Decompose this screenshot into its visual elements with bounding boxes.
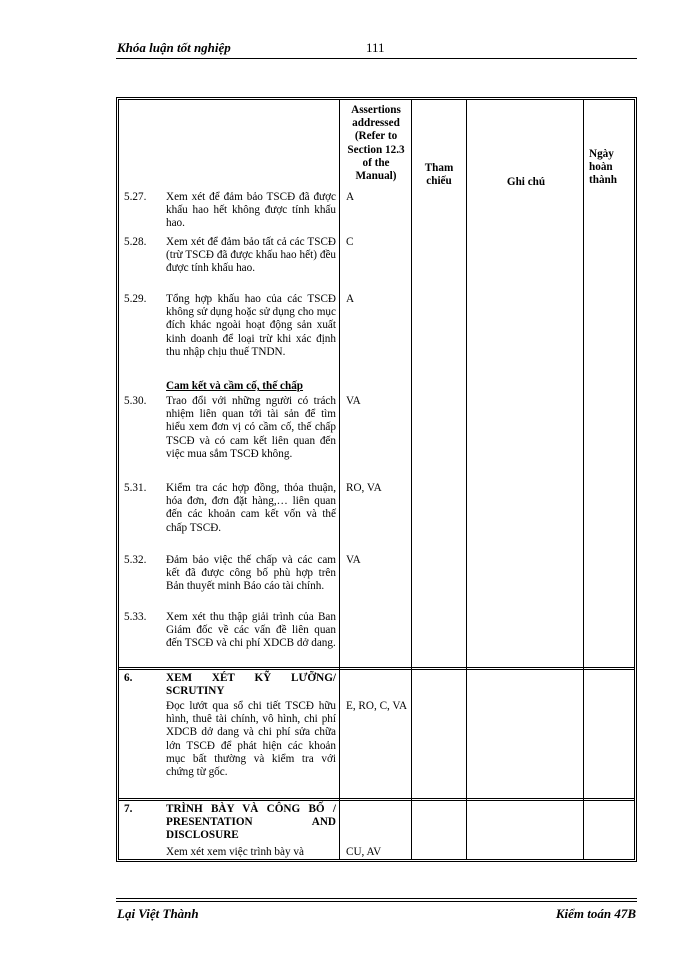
section-title: XEM XÉT KỸ LƯỠNG/ SCRUTINY [166,672,336,698]
section-number: 7. [124,803,133,815]
row-number: 5.30. [124,395,147,407]
column-header-reference: Tham chiếu [424,162,454,188]
column-divider [583,100,584,859]
column-divider [466,100,467,859]
assertion-code: CU, AV [346,846,382,858]
procedure-text: Kiểm tra các hợp đồng, thỏa thuận, hóa đơn, đơn đặt hàng,… liên quan đến các khoản cam kết vốn và thế chấp TSCĐ. [166,482,336,534]
assertion-code: RO, VA [346,482,382,494]
row-number: 5.28. [124,236,147,248]
procedure-text: Đảm bảo việc thế chấp và các cam kết đã được công bố phù hợp trên Bản thuyết minh Báo cáo tài chính. [166,554,336,593]
column-header-date: Ngày hoàn thành [589,148,617,187]
row-number: 5.27. [124,191,147,203]
row-divider [119,667,634,670]
page-number: 111 [366,40,385,55]
column-divider [411,100,412,859]
assertion-code: VA [346,554,361,566]
assertion-code: E, RO, C, VA [346,700,408,712]
assertion-code: A [346,293,355,305]
procedure-text: Xem xét để đảm bảo tất cả các TSCĐ (trừ TSCĐ đã được khấu hao hết) đều được tính khấu hao. [166,236,336,275]
row-number: 5.31. [124,482,147,494]
row-divider [119,798,634,801]
footer-rule [116,898,637,899]
assertion-code: A [346,191,355,203]
row-number: 5.33. [124,611,147,623]
class-name: Kiểm toán 47B [555,906,636,921]
procedure-text: Xem xét xem việc trình bày và [166,846,304,858]
row-number: 5.29. [124,293,147,305]
author-name: Lại Việt Thành [117,906,199,921]
section-title: TRÌNH BÀY VÀ CÔNG BỐ / PRESENTATION AND DISCLOSURE [166,803,336,842]
column-header-notes: Ghi chú [506,176,546,188]
assertion-code: C [346,236,354,248]
section-number: 6. [124,672,133,684]
procedure-text: Xem xét thu thập giải trình của Ban Giám đốc về các vấn đề liên quan đến TSCĐ và chi phí XDCB dở dang. [166,611,336,650]
procedure-text: Tổng hợp khấu hao của các TSCĐ không sử dụng hoặc sử dụng cho mục đích khác ngoài hoạt động sản xuất kinh doanh để loại trừ khi xác định thu nhập chịu thuế TNDN. [166,293,336,358]
procedure-text: Trao đổi với những người có trách nhiệm liên quan tới tài sản để tìm hiểu xem đơn vị có cầm cố, thế chấp TSCĐ và có cam kết liên quan đến việc mua sắm TSCĐ không. [166,395,336,460]
assertion-code: VA [346,395,361,407]
column-header-assertions: Assertions addressed (Refer to Section 12.3 of the Manual) [347,104,405,183]
procedure-text: Xem xét để đảm bảo TSCĐ đã được khấu hao hết không được tính khấu hao. [166,191,336,230]
footer-rule [116,901,637,902]
procedure-text: Đọc lướt qua sổ chi tiết TSCĐ hữu hình, thuê tài chính, vô hình, chi phí XDCB dở dang và chi phí sửa chữa lớn TSCĐ để phát hiện các khoản mục bất thường và kiểm tra với chứng từ gốc. [166,700,336,779]
column-divider [339,100,340,859]
document-title: Khóa luận tốt nghiệp [117,40,231,55]
row-number: 5.32. [124,554,147,566]
audit-procedures-table [116,97,637,862]
section-subheading: Cam kết và cầm cố, thế chấp [166,380,304,392]
header-rule [116,58,637,59]
